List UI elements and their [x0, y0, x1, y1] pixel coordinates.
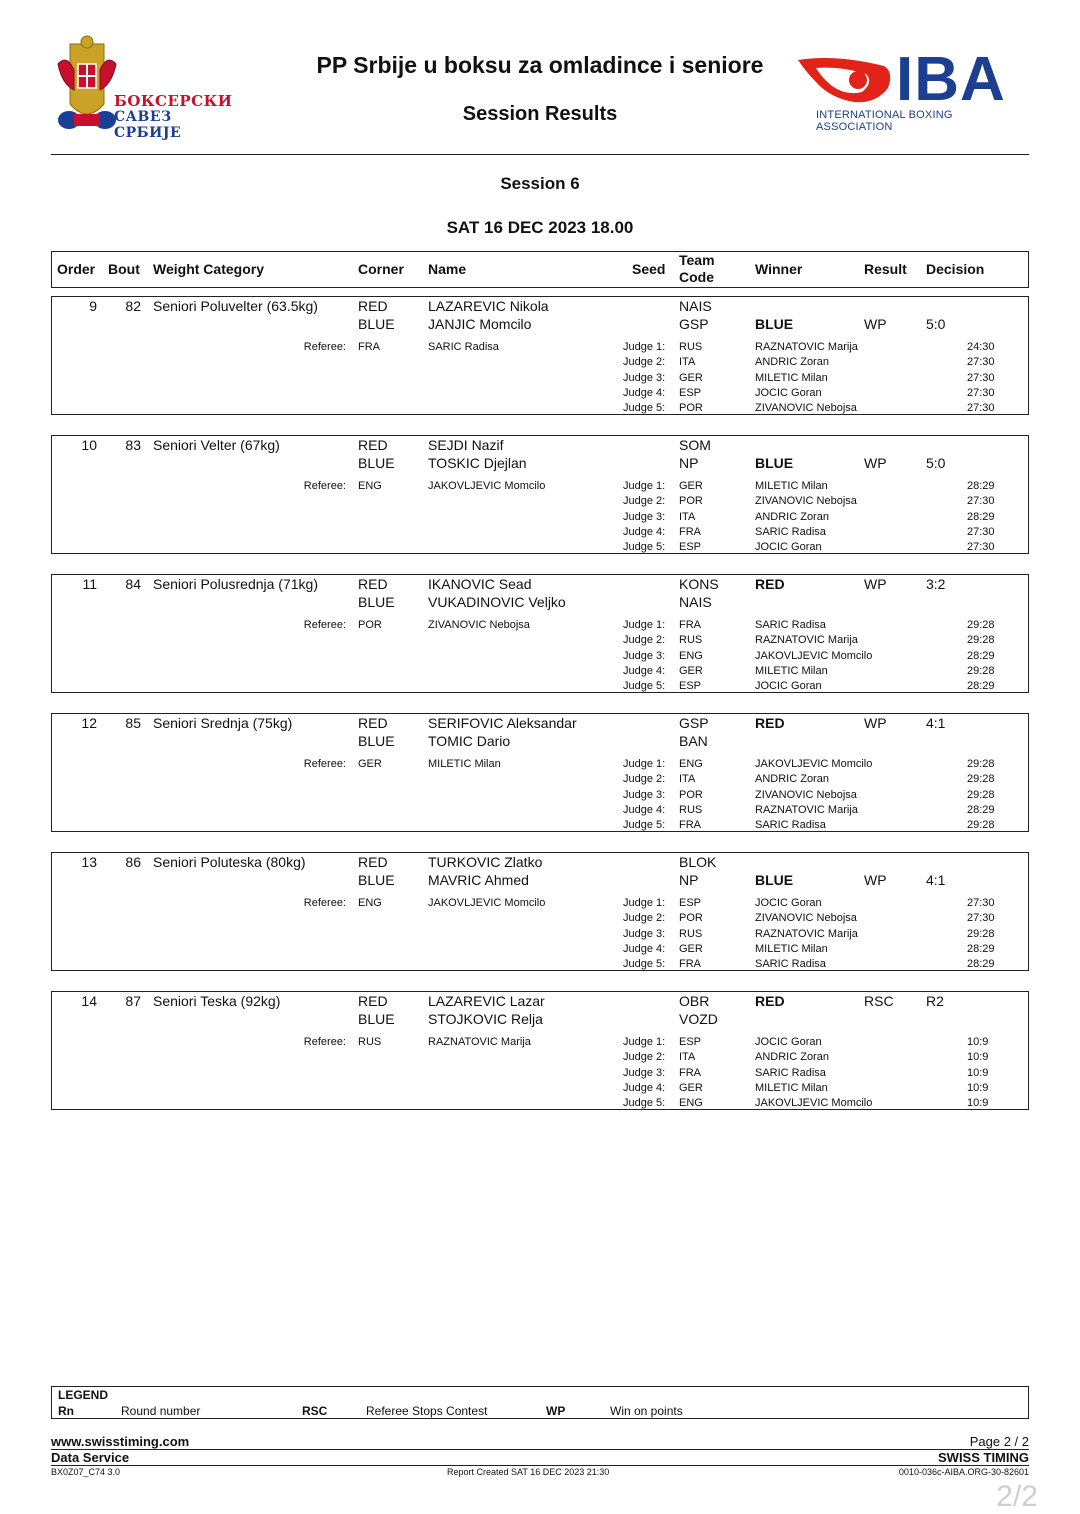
- judge-name: SARIC Radisa: [755, 958, 826, 971]
- judge-score: 29:28: [967, 773, 995, 786]
- boxer-red-name: SEJDI Nazif: [428, 437, 504, 453]
- result: WP: [864, 455, 887, 471]
- boxer-red-name: LAZAREVIC Lazar: [428, 993, 545, 1009]
- judge-score: 28:29: [967, 803, 995, 816]
- footer-brand: SWISS TIMING: [938, 1450, 1029, 1465]
- judge-name: MILETIC Milan: [755, 1081, 828, 1094]
- winner: BLUE: [755, 872, 794, 888]
- judge-name: SARIC Radisa: [755, 1066, 826, 1079]
- col-weight-category: Weight Category: [153, 261, 264, 277]
- weight-category: Seniori Teska (92kg): [153, 993, 281, 1009]
- referee-label: Referee:: [303, 758, 346, 770]
- judge-label: Judge 5:: [623, 541, 666, 554]
- decision: 3:2: [926, 576, 946, 592]
- referee-name: RAZNATOVIC Marija: [428, 1036, 531, 1048]
- judge-score: 24:30: [967, 341, 995, 353]
- boxer-blue-name: STOJKOVIC Relja: [428, 1011, 543, 1027]
- footer-divider-2: [51, 1465, 1029, 1466]
- judge-country: FRA: [679, 619, 701, 631]
- judge-country: GER: [679, 371, 703, 384]
- judge-label: Judge 1:: [623, 1036, 666, 1048]
- judge-name: ZIVANOVIC Nebojsa: [755, 495, 857, 508]
- judge-score: 27:30: [967, 386, 995, 399]
- team-blue-code: GSP: [679, 316, 709, 332]
- corner-blue: BLUE: [358, 455, 395, 471]
- referee-country: ENG: [358, 480, 382, 492]
- judge-name: ZIVANOVIC Nebojsa: [755, 788, 857, 801]
- corner-red: RED: [358, 298, 388, 314]
- judge-country: ITA: [679, 356, 696, 369]
- judge-score: 27:30: [967, 541, 995, 554]
- bout-number: 82: [125, 298, 141, 314]
- referee-label: Referee:: [303, 619, 346, 631]
- judge-country: GER: [679, 942, 703, 955]
- judge-name: ANDRIC Zoran: [755, 773, 829, 786]
- referee-name: JAKOVLJEVIC Momcilo: [428, 480, 546, 492]
- judge-country: POR: [679, 495, 703, 508]
- judge-name: SARIC Radisa: [755, 619, 826, 631]
- team-blue-code: BAN: [679, 733, 708, 749]
- result: WP: [864, 715, 887, 731]
- corner-blue: BLUE: [358, 594, 395, 610]
- page-title: PP Srbije u boksu za omladince i seniore: [316, 52, 764, 78]
- judge-name: MILETIC Milan: [755, 371, 828, 384]
- legend-abbr-rsc: RSC: [302, 1404, 328, 1418]
- judge-label: Judge 1:: [623, 341, 666, 353]
- corner-red: RED: [358, 437, 388, 453]
- judge-score: 27:30: [967, 912, 995, 925]
- judge-score: 27:30: [967, 371, 995, 384]
- judge-country: ESP: [679, 541, 702, 554]
- result: WP: [864, 316, 887, 332]
- col-corner: Corner: [358, 261, 404, 277]
- corner-red: RED: [358, 993, 388, 1009]
- result: RSC: [864, 993, 894, 1009]
- team-red-code: GSP: [679, 715, 709, 731]
- bout-number: 85: [125, 715, 141, 731]
- judge-label: Judge 3:: [623, 649, 666, 662]
- judge-name: JOCIC Goran: [755, 541, 822, 554]
- judge-name: JAKOVLJEVIC Momcilo: [755, 649, 873, 662]
- boxer-blue-name: TOSKIC Djejlan: [428, 455, 527, 471]
- judge-country: POR: [679, 788, 703, 801]
- corner-red: RED: [358, 576, 388, 592]
- judge-name: JAKOVLJEVIC Momcilo: [755, 1097, 873, 1110]
- judge-name: SARIC Radisa: [755, 525, 826, 538]
- session-label: Session 6: [500, 174, 580, 193]
- judge-country: FRA: [679, 958, 701, 971]
- col-name: Name: [428, 261, 467, 277]
- judge-score: 28:29: [967, 480, 995, 492]
- team-blue-code: NAIS: [679, 594, 712, 610]
- legend-desc-rsc: Referee Stops Contest: [366, 1404, 488, 1418]
- footer-website[interactable]: www.swisstiming.com: [51, 1434, 190, 1449]
- bout-order: 10: [81, 437, 97, 453]
- decision: R2: [926, 993, 944, 1009]
- judge-name: JOCIC Goran: [755, 386, 822, 399]
- footer-report-created: Report Created SAT 16 DEC 2023 21:30: [447, 1467, 610, 1477]
- footer-code-right: 0010-036c-AIBA.ORG-30-82601: [898, 1467, 1029, 1477]
- legend-title: LEGEND: [58, 1388, 109, 1402]
- judge-name: ZIVANOVIC Nebojsa: [755, 402, 857, 415]
- referee-label: Referee:: [303, 1036, 346, 1048]
- judge-label: Judge 1:: [623, 897, 666, 909]
- corner-blue: BLUE: [358, 872, 395, 888]
- judge-country: ITA: [679, 1051, 696, 1064]
- decision: 5:0: [926, 455, 946, 471]
- judge-label: Judge 4:: [623, 1081, 666, 1094]
- judge-score: 27:30: [967, 356, 995, 369]
- judge-score: 28:29: [967, 649, 995, 662]
- judge-label: Judge 3:: [623, 371, 666, 384]
- judge-score: 27:30: [967, 402, 995, 415]
- winner: RED: [755, 576, 785, 592]
- judge-score: 28:29: [967, 942, 995, 955]
- judge-label: Judge 5:: [623, 819, 666, 832]
- judge-label: Judge 1:: [623, 480, 666, 492]
- bout-row: [51, 852, 1029, 971]
- judge-label: Judge 2:: [623, 912, 666, 925]
- decision: 4:1: [926, 715, 946, 731]
- boxer-blue-name: MAVRIC Ahmed: [428, 872, 529, 888]
- judge-score: 28:29: [967, 680, 995, 693]
- judge-label: Judge 4:: [623, 942, 666, 955]
- winner: RED: [755, 993, 785, 1009]
- bout-row: [51, 435, 1029, 554]
- judge-name: ANDRIC Zoran: [755, 356, 829, 369]
- winner: RED: [755, 715, 785, 731]
- footer-divider-1: [51, 1449, 1029, 1450]
- page-watermark: 2/2: [996, 1480, 1038, 1513]
- bout-number: 87: [125, 993, 141, 1009]
- judge-country: RUS: [679, 803, 703, 816]
- footer-code-left: BX0Z07_C74 3.0: [51, 1467, 121, 1477]
- judge-score: 28:29: [967, 510, 995, 523]
- referee-country: ENG: [358, 897, 382, 909]
- judge-name: MILETIC Milan: [755, 480, 828, 492]
- judge-country: ESP: [679, 680, 702, 693]
- judge-country: POR: [679, 402, 703, 415]
- judge-score: 29:28: [967, 788, 995, 801]
- judge-score: 10:9: [967, 1051, 989, 1064]
- col-bout: Bout: [108, 261, 140, 277]
- judge-label: Judge 3:: [623, 788, 666, 801]
- judge-name: JOCIC Goran: [755, 897, 822, 909]
- judge-name: ZIVANOVIC Nebojsa: [755, 912, 857, 925]
- judge-name: RAZNATOVIC Marija: [755, 341, 858, 353]
- team-red-code: BLOK: [679, 854, 717, 870]
- judge-score: 27:30: [967, 495, 995, 508]
- col-order: Order: [57, 261, 96, 277]
- referee-country: FRA: [358, 341, 380, 353]
- result: WP: [864, 872, 887, 888]
- corner-blue: BLUE: [358, 733, 395, 749]
- judge-score: 28:29: [967, 958, 995, 971]
- judge-country: RUS: [679, 341, 703, 353]
- judge-name: RAZNATOVIC Marija: [755, 634, 858, 647]
- referee-name: ZIVANOVIC Nebojsa: [428, 619, 530, 631]
- referee-country: POR: [358, 619, 382, 631]
- judge-country: ESP: [679, 386, 702, 399]
- judge-country: ESP: [679, 897, 702, 909]
- judge-score: 29:28: [967, 634, 995, 647]
- col-team: Team: [679, 252, 715, 268]
- referee-name: JAKOVLJEVIC Momcilo: [428, 897, 546, 909]
- judge-label: Judge 2:: [623, 356, 666, 369]
- judge-country: FRA: [679, 819, 701, 832]
- boxer-red-name: TURKOVIC Zlatko: [428, 854, 543, 870]
- judge-label: Judge 4:: [623, 664, 666, 677]
- judge-name: JOCIC Goran: [755, 1036, 822, 1048]
- winner: BLUE: [755, 316, 794, 332]
- judge-name: RAZNATOVIC Marija: [755, 927, 858, 940]
- result: WP: [864, 576, 887, 592]
- col-decision: Decision: [926, 261, 985, 277]
- judge-label: Judge 4:: [623, 386, 666, 399]
- corner-blue: BLUE: [358, 316, 395, 332]
- team-red-code: SOM: [679, 437, 711, 453]
- referee-label: Referee:: [303, 480, 346, 492]
- bout-row: [51, 713, 1029, 832]
- judge-label: Judge 2:: [623, 495, 666, 508]
- col-seed: Seed: [632, 261, 666, 277]
- judge-country: ENG: [679, 758, 703, 770]
- team-blue-code: VOZD: [679, 1011, 718, 1027]
- team-blue-code: NP: [679, 455, 699, 471]
- corner-red: RED: [358, 854, 388, 870]
- referee-name: SARIC Radisa: [428, 341, 499, 353]
- weight-category: Seniori Polusrednja (71kg): [153, 576, 318, 592]
- judge-score: 10:9: [967, 1066, 989, 1079]
- judge-country: FRA: [679, 1066, 701, 1079]
- bout-order: 11: [82, 576, 97, 592]
- judge-name: ANDRIC Zoran: [755, 1051, 829, 1064]
- judge-name: JOCIC Goran: [755, 680, 822, 693]
- footer-page-number: Page 2 / 2: [969, 1434, 1029, 1449]
- judge-label: Judge 1:: [623, 758, 666, 770]
- judge-name: SARIC Radisa: [755, 819, 826, 832]
- judge-label: Judge 5:: [623, 680, 666, 693]
- judge-country: FRA: [679, 525, 701, 538]
- team-red-code: OBR: [679, 993, 710, 1009]
- header-divider: [51, 154, 1029, 155]
- logo-text-line-2: САВЕЗ СРБИЈЕ: [114, 109, 182, 141]
- judge-label: Judge 2:: [623, 634, 666, 647]
- judge-score: 27:30: [967, 897, 995, 909]
- decision: 5:0: [926, 316, 946, 332]
- judge-label: Judge 4:: [623, 525, 666, 538]
- judge-score: 27:30: [967, 525, 995, 538]
- bout-row: [51, 991, 1029, 1110]
- legend-box: [51, 1386, 1029, 1419]
- logo-text-line-1: БОКСЕРСКИ: [114, 92, 233, 110]
- judge-country: GER: [679, 480, 703, 492]
- bout-row: [51, 296, 1029, 415]
- judge-country: GER: [679, 1081, 703, 1094]
- weight-category: Seniori Poluteska (80kg): [153, 854, 306, 870]
- judge-label: Judge 3:: [623, 1066, 666, 1079]
- team-blue-code: NP: [679, 872, 699, 888]
- legend-abbr-rn: Rn: [58, 1404, 74, 1418]
- page-subtitle: Session Results: [462, 103, 618, 125]
- judge-label: Judge 4:: [623, 803, 666, 816]
- judge-label: Judge 5:: [623, 958, 666, 971]
- boxer-blue-name: JANJIC Momcilo: [428, 316, 532, 332]
- judge-country: ENG: [679, 1097, 703, 1110]
- judge-name: JAKOVLJEVIC Momcilo: [755, 758, 873, 770]
- team-red-code: KONS: [679, 576, 719, 592]
- col-code: Code: [679, 269, 714, 285]
- corner-blue: BLUE: [358, 1011, 395, 1027]
- boxer-red-name: LAZAREVIC Nikola: [428, 298, 549, 314]
- judge-score: 10:9: [967, 1036, 989, 1048]
- col-result: Result: [864, 261, 907, 277]
- boxer-blue-name: TOMIC Dario: [428, 733, 511, 749]
- referee-label: Referee:: [303, 341, 346, 353]
- judge-label: Judge 5:: [623, 1097, 666, 1110]
- referee-name: MILETIC Milan: [428, 758, 501, 770]
- judge-country: ITA: [679, 773, 696, 786]
- boxer-blue-name: VUKADINOVIC Veljko: [428, 594, 566, 610]
- boxer-red-name: SERIFOVIC Aleksandar: [428, 715, 577, 731]
- judge-label: Judge 3:: [623, 510, 666, 523]
- bout-number: 83: [125, 437, 141, 453]
- bout-number: 84: [125, 576, 141, 592]
- corner-red: RED: [358, 715, 388, 731]
- judge-score: 29:28: [967, 819, 995, 832]
- judge-score: 29:28: [967, 619, 995, 631]
- bout-order: 9: [89, 298, 97, 314]
- judge-name: MILETIC Milan: [755, 664, 828, 677]
- judge-country: ESP: [679, 1036, 702, 1048]
- legend-abbr-wp: WP: [546, 1404, 566, 1418]
- winner: BLUE: [755, 455, 794, 471]
- judge-score: 29:28: [967, 927, 995, 940]
- judge-label: Judge 1:: [623, 619, 666, 631]
- judge-score: 10:9: [967, 1097, 989, 1110]
- decision: 4:1: [926, 872, 946, 888]
- referee-country: GER: [358, 758, 382, 770]
- judge-name: ANDRIC Zoran: [755, 510, 829, 523]
- judge-country: RUS: [679, 927, 703, 940]
- bout-order: 13: [81, 854, 97, 870]
- boxer-red-name: IKANOVIC Sead: [428, 576, 532, 592]
- judge-label: Judge 5:: [623, 402, 666, 415]
- judge-name: RAZNATOVIC Marija: [755, 803, 858, 816]
- legend-desc-wp: Win on points: [610, 1404, 683, 1418]
- referee-label: Referee:: [303, 897, 346, 909]
- footer-data-service: Data Service: [51, 1450, 130, 1465]
- iba-logo-text: IBA: [896, 45, 1006, 114]
- col-winner: Winner: [755, 261, 803, 277]
- column-header-row: [51, 251, 1029, 288]
- judge-label: Judge 2:: [623, 773, 666, 786]
- judge-country: POR: [679, 912, 703, 925]
- weight-category: Seniori Velter (67kg): [153, 437, 280, 453]
- judge-country: ITA: [679, 510, 696, 523]
- judge-score: 29:28: [967, 758, 995, 770]
- weight-category: Seniori Srednja (75kg): [153, 715, 293, 731]
- judge-score: 10:9: [967, 1081, 989, 1094]
- session-datetime: SAT 16 DEC 2023 18.00: [446, 218, 634, 237]
- legend-desc-rn: Round number: [121, 1404, 201, 1418]
- judge-country: ENG: [679, 649, 703, 662]
- iba-logo-caption: INTERNATIONAL BOXING ASSOCIATION: [816, 109, 953, 133]
- judge-score: 29:28: [967, 664, 995, 677]
- weight-category: Seniori Poluvelter (63.5kg): [153, 298, 318, 314]
- bout-order: 14: [81, 993, 97, 1009]
- team-red-code: NAIS: [679, 298, 712, 314]
- bout-order: 12: [81, 715, 97, 731]
- judge-name: MILETIC Milan: [755, 942, 828, 955]
- bout-number: 86: [125, 854, 141, 870]
- judge-country: GER: [679, 664, 703, 677]
- judge-label: Judge 3:: [623, 927, 666, 940]
- judge-label: Judge 2:: [623, 1051, 666, 1064]
- referee-country: RUS: [358, 1036, 382, 1048]
- bout-row: [51, 574, 1029, 693]
- judge-country: RUS: [679, 634, 703, 647]
